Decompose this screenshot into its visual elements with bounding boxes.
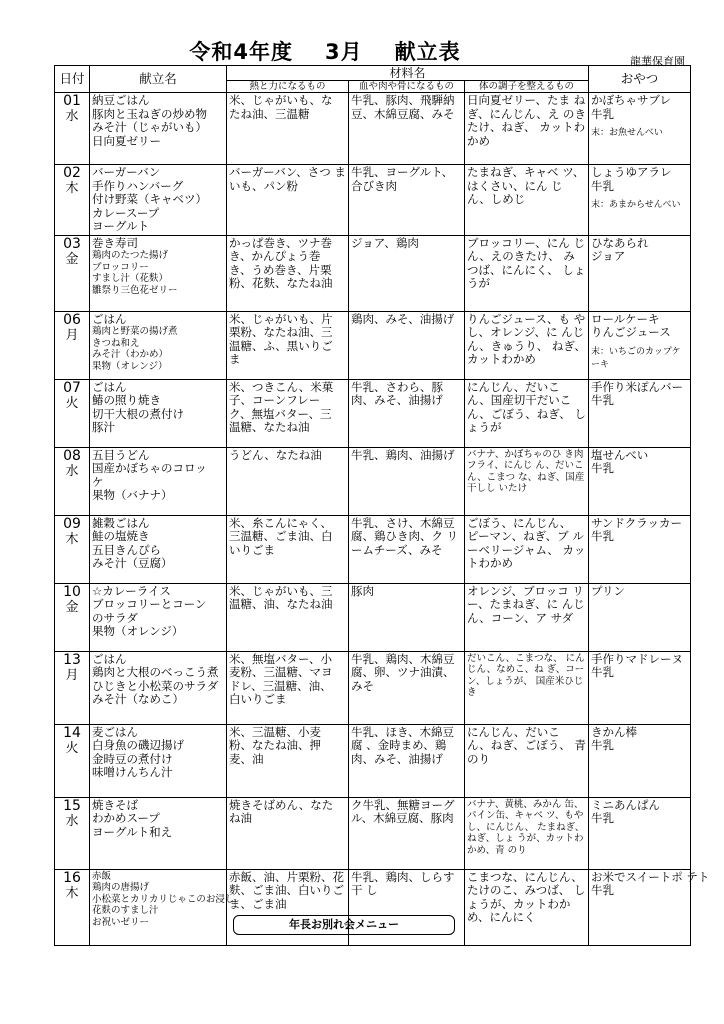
dish-name: 花麩のすまし汁 bbox=[92, 905, 159, 916]
energy-text: 米、三温糖、小麦 粉、なたね油、押 麦、油 bbox=[229, 724, 321, 766]
conditioning-text: オレンジ、ブロッコ リー、たまねぎ、に んじん、コーン、ア サダ bbox=[467, 583, 585, 625]
energy-cell bbox=[227, 797, 349, 869]
snack-drink: りんごジュース bbox=[591, 325, 671, 339]
date-cell bbox=[55, 311, 90, 379]
snack-name: きかん棒 bbox=[591, 724, 637, 739]
dish-name: 巻き寿司 bbox=[92, 235, 138, 250]
snack-cell bbox=[589, 515, 691, 583]
conditioning-cell bbox=[465, 724, 589, 797]
energy-cell bbox=[227, 93, 349, 165]
dish-name: 五目きんぴら bbox=[92, 542, 161, 557]
date-cell bbox=[55, 447, 90, 515]
dish-name: 味噌けんちん汁 bbox=[92, 765, 173, 779]
date-number: 08 bbox=[63, 447, 81, 464]
dish-name: ごはん bbox=[92, 651, 127, 666]
conditioning-cell bbox=[465, 165, 589, 236]
menu-cell bbox=[90, 379, 227, 447]
date-number: 07 bbox=[63, 379, 81, 396]
snack-cell bbox=[589, 447, 691, 515]
dish-name: 納豆ごはん bbox=[92, 93, 150, 107]
snack-drink: 牛乳 bbox=[591, 461, 614, 475]
conditioning-text: たまねぎ、キャベ ツ、はくさい、にん じん、しめじ bbox=[467, 165, 585, 206]
menu-row bbox=[55, 165, 691, 236]
date-number: 09 bbox=[63, 515, 81, 532]
dish-name: 五目うどん bbox=[92, 447, 150, 462]
dish-name: ごはん bbox=[92, 379, 127, 394]
body-text: 牛乳、鶏肉、木綿豆 腐、卵、ツナ油漬、 みそ bbox=[351, 651, 455, 693]
date-number: 15 bbox=[63, 797, 81, 814]
snack-name: 塩せんべい bbox=[591, 447, 649, 462]
day-of-week: 水 bbox=[65, 463, 79, 479]
body-text: 牛乳、さけ、木綿豆 腐、鶏ひき肉、ク リームチーズ、みそ bbox=[351, 515, 459, 557]
body-text: 牛乳、鶏肉、しらす干 し bbox=[351, 869, 455, 897]
dish-name: 雛祭り三色花ゼリー bbox=[92, 284, 178, 296]
energy-text: 米、じゃがいも、片 栗粉、なたね油、三 温糖、ふ、黒いりご ま bbox=[229, 311, 333, 366]
date-number: 13 bbox=[63, 651, 81, 668]
dish-name: 鶏肉と野菜の揚げ煮 bbox=[92, 326, 178, 337]
energy-cell bbox=[227, 583, 349, 651]
dish-name: 焼きそば bbox=[92, 797, 138, 812]
title-text: 献立表 bbox=[394, 40, 461, 64]
body-cell bbox=[349, 165, 465, 236]
date-cell bbox=[55, 869, 90, 945]
conditioning-cell bbox=[465, 583, 589, 651]
energy-text: 米、じゃがいも、な たね油、三温糖 bbox=[229, 93, 333, 121]
dish-name: みそ汁（わかめ） bbox=[92, 349, 169, 360]
dish-name: ケ bbox=[92, 474, 104, 489]
menu-row bbox=[55, 515, 691, 583]
dish-name: のサラダ bbox=[92, 610, 138, 625]
menu-table bbox=[54, 65, 710, 946]
header-date: 日付 bbox=[55, 66, 90, 93]
dish-name: きつね和え bbox=[92, 337, 140, 349]
body-text: 牛乳、ヨーグルト、 合びき肉 bbox=[351, 165, 454, 193]
snack-name: プリン bbox=[591, 583, 626, 598]
snack-drink: 牛乳 bbox=[591, 106, 614, 121]
energy-text: 米、糸こんにゃく、 三温糖、ごま油、白 いりごま bbox=[229, 515, 333, 557]
dish-name: 日向夏ゼリー bbox=[92, 133, 161, 148]
snack-name: ひなあられ bbox=[591, 235, 649, 250]
body-cell bbox=[349, 447, 465, 515]
date-cell bbox=[55, 583, 90, 651]
snack-drink: 牛乳 bbox=[591, 178, 614, 193]
snack-note: 末：いちごのカップケーキ bbox=[591, 346, 681, 370]
snack-cell bbox=[589, 797, 691, 869]
dish-name: 果物（バナナ） bbox=[92, 488, 173, 502]
snack-cell bbox=[589, 311, 691, 379]
energy-cell bbox=[227, 311, 349, 379]
body-cell bbox=[349, 515, 465, 583]
header-energy: 熱と力になるもの bbox=[227, 81, 349, 93]
dish-name: 鮭の塩焼き bbox=[92, 529, 150, 543]
dish-name: ヨーグルト bbox=[92, 219, 150, 233]
header-snack: おやつ bbox=[589, 66, 691, 93]
snack-note: 末：あまからせんべい bbox=[591, 200, 681, 210]
energy-cell bbox=[227, 379, 349, 447]
energy-cell bbox=[227, 515, 349, 583]
dish-name: バーガーバン bbox=[92, 165, 161, 179]
date-cell bbox=[55, 93, 90, 165]
energy-cell bbox=[227, 869, 399, 945]
snack-name: 手作りマドレーヌ bbox=[591, 651, 683, 666]
date-cell bbox=[55, 165, 90, 236]
snack-drink: 牛乳 bbox=[591, 883, 614, 897]
body-cell bbox=[349, 583, 465, 651]
conditioning-cell bbox=[465, 379, 589, 447]
date-number: 14 bbox=[63, 724, 81, 741]
dish-name: 金時豆の煮付け bbox=[92, 751, 173, 766]
snack-cell bbox=[589, 869, 710, 945]
body-cell bbox=[349, 93, 465, 165]
header-body: 血や肉や骨になるもの bbox=[349, 81, 465, 93]
menu-row bbox=[55, 583, 691, 651]
dish-name: 手作りハンバーグ bbox=[92, 178, 184, 193]
energy-text: バーガーバン、さつ まいも、パン粉 bbox=[229, 165, 346, 193]
body-cell bbox=[349, 797, 465, 869]
snack-cell bbox=[589, 235, 691, 311]
dish-name: 鰆の照り焼き bbox=[92, 393, 161, 407]
snack-cell bbox=[589, 165, 691, 236]
snack-drink: 牛乳 bbox=[591, 738, 614, 752]
date-number: 01 bbox=[63, 93, 81, 109]
snack-name: 手作り米ぽんバー bbox=[591, 379, 683, 394]
school-name: 龍華保育園 bbox=[630, 55, 685, 68]
dish-name: すまし汁（花麩） bbox=[92, 273, 169, 284]
menu-cell bbox=[90, 235, 227, 311]
snack-name: お米でスイートポ テト bbox=[591, 869, 710, 884]
day-of-week: 木 bbox=[65, 181, 79, 196]
day-of-week: 水 bbox=[65, 109, 79, 124]
dish-name: お祝いゼリー bbox=[92, 916, 150, 928]
day-of-week: 金 bbox=[65, 599, 79, 615]
conditioning-text: バナナ、黄桃、みかん 缶、パイン缶、キャベ ツ、もやし、にんじん、 たまねぎ、ねぎ、しょ うが、カットわかめ、青 のり bbox=[467, 798, 585, 856]
menu-cell bbox=[90, 651, 227, 724]
snack-cell bbox=[589, 583, 691, 651]
menu-body bbox=[55, 93, 710, 946]
body-cell bbox=[349, 311, 465, 379]
menu-cell bbox=[90, 869, 235, 945]
body-cell bbox=[349, 379, 465, 447]
conditioning-text: ごぼう、にんじん、 ピーマン、ねぎ、ブ ルーベリージャム、 カットわかめ bbox=[467, 515, 586, 570]
dish-name: 豚汁 bbox=[92, 420, 115, 434]
date-number: 06 bbox=[63, 311, 81, 328]
day-of-week: 月 bbox=[65, 327, 79, 343]
snack-name: かぼちゃサブレ bbox=[591, 93, 672, 107]
date-number: 02 bbox=[63, 165, 81, 181]
day-of-week: 金 bbox=[65, 251, 79, 267]
dish-name: ☆カレーライス bbox=[92, 583, 171, 598]
dish-name: カレースープ bbox=[92, 205, 160, 220]
menu-row bbox=[55, 724, 691, 797]
date-cell bbox=[55, 515, 90, 583]
snack-name: サンドクラッカー bbox=[591, 515, 682, 530]
snack-name: しょうゆアラレ bbox=[591, 165, 672, 179]
dish-name: 果物（オレンジ） bbox=[92, 360, 168, 372]
conditioning-cell bbox=[465, 515, 589, 583]
body-text: 牛乳、鶏肉、油揚げ bbox=[351, 447, 455, 462]
dish-name: みそ汁（豆腐） bbox=[92, 556, 173, 570]
menu-cell bbox=[90, 724, 227, 797]
body-text: 鶏肉、みそ、油揚げ bbox=[351, 311, 455, 326]
dish-name: ごはん bbox=[92, 311, 127, 326]
era-year: 令和4年度 bbox=[189, 40, 293, 64]
menu-row bbox=[55, 797, 691, 869]
day-of-week: 水 bbox=[65, 813, 79, 829]
conditioning-cell bbox=[465, 651, 589, 724]
body-cell bbox=[349, 235, 465, 311]
conditioning-cell bbox=[465, 235, 589, 311]
conditioning-cell bbox=[465, 93, 589, 165]
date-number: 03 bbox=[63, 235, 81, 252]
body-cell bbox=[349, 724, 465, 797]
month: 3月 bbox=[325, 40, 363, 64]
menu-cell bbox=[90, 311, 227, 379]
body-cell bbox=[349, 651, 465, 724]
conditioning-text: 日向夏ゼリー、たま ねぎ、にんじん、え のきたけ、ねぎ、 カットわかめ bbox=[467, 93, 586, 148]
energy-text: かっぱ巻き、ツナ巻 き、かんぴょう巻 き、うめ巻き、片栗 粉、花麩、なたね油 bbox=[229, 235, 333, 290]
snack-cell bbox=[589, 93, 691, 165]
energy-text: うどん、なたね油 bbox=[229, 447, 322, 462]
menu-cell bbox=[90, 797, 227, 869]
snack-drink: 牛乳 bbox=[591, 811, 614, 825]
dish-name: 切干大根の煮付け bbox=[92, 406, 184, 421]
energy-text: 米、無塩バター、小 麦粉、三温糖、マヨ ドレ、三温糖、油、 白いりごま bbox=[229, 651, 333, 706]
dish-name: 白身魚の磯辺揚げ bbox=[92, 738, 184, 752]
snack-name: ロールケーキ bbox=[591, 311, 660, 326]
header-ingredients: 材料名 bbox=[227, 66, 589, 81]
day-of-week: 火 bbox=[65, 395, 79, 411]
menu-cell bbox=[90, 447, 227, 515]
conditioning-cell bbox=[465, 869, 589, 945]
day-of-week: 木 bbox=[65, 531, 79, 547]
menu-row bbox=[55, 447, 691, 515]
menu-cell bbox=[90, 583, 227, 651]
conditioning-text: にんじん、だいこ ん、国産切干だいこ ん、ごぼう、ねぎ、 しょうが bbox=[467, 379, 586, 434]
dish-name: 付け野菜（キャベツ） bbox=[92, 192, 207, 206]
energy-cell bbox=[227, 724, 349, 797]
energy-cell bbox=[227, 447, 349, 515]
menu-row bbox=[55, 869, 691, 945]
dish-name: みそ汁（なめこ） bbox=[92, 692, 184, 706]
snack-cell bbox=[589, 724, 691, 797]
snack-cell bbox=[589, 651, 691, 724]
conditioning-text: ブロッコリー、にん じん、えのきたけ、 みつば、にんにく、 しょうが bbox=[467, 235, 586, 290]
conditioning-text: こまつな、にんじん、 たけのこ、みつば、 しょうが、カットわか め、にんにく bbox=[467, 869, 586, 924]
energy-cell bbox=[227, 235, 349, 311]
header-conditioning: 体の調子を整えるもの bbox=[465, 81, 589, 93]
menu-cell bbox=[90, 93, 227, 165]
dish-name: 鶏肉のたつた揚げ bbox=[92, 250, 169, 261]
snack-drink: 牛乳 bbox=[591, 665, 614, 679]
date-cell bbox=[55, 797, 90, 869]
dish-name: ひじきと小松菜のサラダ bbox=[92, 678, 219, 693]
header-menu: 献立名 bbox=[90, 66, 227, 93]
body-text: ジョア、鶏肉 bbox=[351, 235, 419, 250]
snack-drink: 牛乳 bbox=[591, 393, 614, 407]
dish-name: 鶏肉と大根のべっこう煮 bbox=[92, 665, 219, 679]
menu-row bbox=[55, 93, 691, 165]
dish-name: 赤飯 bbox=[92, 870, 112, 882]
energy-text: 赤飯、油、片栗粉、花 麩、ごま油、白いりご ま、ごま油 bbox=[229, 869, 344, 911]
dish-name: 果物（オレンジ） bbox=[92, 624, 184, 638]
day-of-week: 木 bbox=[65, 885, 79, 901]
conditioning-cell bbox=[465, 311, 589, 379]
snack-name: ミニあんぱん bbox=[591, 797, 660, 812]
body-text: ク牛乳、無糖ヨーグ ル、木綿豆腐、豚肉 bbox=[351, 797, 455, 825]
dish-name: わかめスープ bbox=[92, 811, 160, 825]
menu-row bbox=[55, 235, 691, 311]
date-cell bbox=[55, 235, 90, 311]
dish-name: 国産かぼちゃのコロッ bbox=[92, 461, 207, 475]
energy-text: 米、じゃがいも、三 温糖、油、なたね油 bbox=[229, 583, 333, 611]
dish-name: 麦ごはん bbox=[92, 724, 138, 739]
dish-name: 雑穀ごはん bbox=[92, 515, 150, 530]
page-title bbox=[0, 36, 650, 66]
date-number: 10 bbox=[63, 583, 81, 600]
menu-row bbox=[55, 651, 691, 724]
conditioning-cell bbox=[465, 797, 589, 869]
conditioning-text: りんごジュース、も やし、オレンジ、に んじん、きゅうり、 ねぎ、カットわかめ bbox=[467, 311, 586, 366]
day-of-week: 月 bbox=[65, 667, 79, 683]
snack-note: 末：お魚せんべい bbox=[591, 128, 663, 138]
date-cell bbox=[55, 651, 90, 724]
dish-name: 豚肉と玉ねぎの炒め物 bbox=[92, 106, 207, 121]
date-number: 16 bbox=[63, 869, 81, 886]
date-cell bbox=[55, 379, 90, 447]
body-text: 豚肉 bbox=[351, 583, 374, 598]
dish-name: みそ汁（じゃがいも） bbox=[92, 120, 207, 134]
menu-cell bbox=[90, 515, 227, 583]
date-cell bbox=[55, 724, 90, 797]
menu-row bbox=[55, 311, 691, 379]
dish-name: 小松菜とカリカリじゃこのお浸し bbox=[92, 893, 235, 905]
dish-name: ブロッコリーとコーン bbox=[92, 597, 207, 611]
day-of-week: 火 bbox=[65, 740, 79, 756]
snack-drink: ジョア bbox=[591, 249, 626, 263]
conditioning-cell bbox=[465, 447, 589, 515]
body-text: 牛乳、豚肉、飛騨納 豆、木綿豆腐、みそ bbox=[351, 93, 455, 121]
snack-cell bbox=[589, 379, 691, 447]
farewell-menu-label: 年長お別れ会メニュー bbox=[233, 915, 455, 935]
conditioning-text: だいこん、こまつな、 にんじん、なめこ、ね ぎ、コーン、しょうが、 国産米ひじき bbox=[467, 652, 585, 698]
body-text: 牛乳、ほき、木綿豆 腐 、金時まめ、鶏 肉、みそ、油揚げ bbox=[351, 724, 455, 766]
menu-row bbox=[55, 379, 691, 447]
snack-drink: 牛乳 bbox=[591, 529, 614, 543]
dish-name: ヨーグルト和え bbox=[92, 824, 173, 839]
dish-name: 鶏肉の唐揚げ bbox=[92, 882, 150, 893]
body-text: 牛乳、さわら、豚 肉、みそ、油揚げ bbox=[351, 379, 443, 407]
conditioning-text: にんじん、だいこ ん、ねぎ、ごぼう、 青のり bbox=[467, 724, 586, 766]
dish-name: ブロッコリー bbox=[92, 261, 149, 273]
energy-text: 焼きそばめん、なた ね油 bbox=[229, 797, 334, 825]
menu-cell bbox=[90, 165, 227, 236]
conditioning-text: バナナ、かぼちゃのひ き肉フライ、にんじ ん、だいこん、こまつ な、ねぎ、国産干しし いたけ bbox=[467, 448, 585, 494]
energy-cell bbox=[227, 651, 349, 724]
energy-text: 米、つきこん、米菓 子、コーンフレー ク、無塩バター、三 温糖、なたね油 bbox=[229, 379, 334, 434]
energy-cell bbox=[227, 165, 349, 236]
